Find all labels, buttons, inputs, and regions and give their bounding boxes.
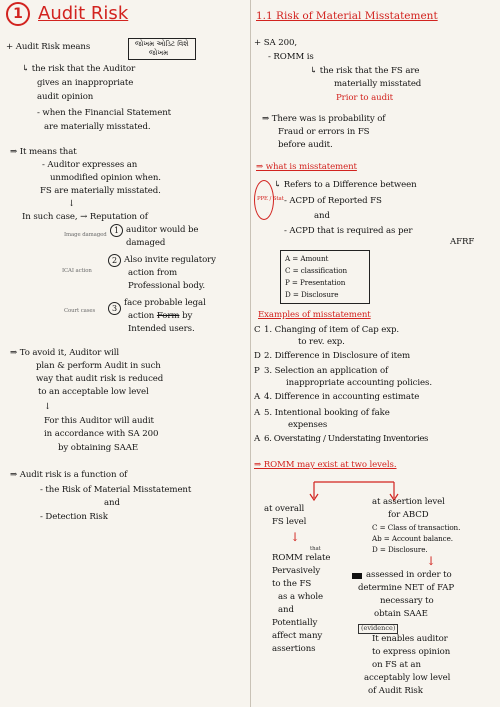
regulatory-line-1: Also invite regulatory xyxy=(124,255,216,265)
acpd-disclosure: D = Disclosure xyxy=(285,290,339,299)
assertion-line-8: acceptably low level xyxy=(364,673,451,683)
overall-line-8: assertions xyxy=(272,644,316,654)
legal-line-2-text: action xyxy=(128,311,155,321)
gujarati-note-box xyxy=(128,38,196,60)
avoid-line-2: plan & perform Audit in such xyxy=(36,361,161,371)
gujarati-note-line-1: જોખમ ઓડિટ વિશે xyxy=(135,39,189,48)
function-line-1: - the Risk of Material Misstatement xyxy=(40,485,192,495)
means-heading: ⇒ It means that xyxy=(10,147,77,157)
acpd-amount: A = Amount xyxy=(285,254,329,263)
definition-line-5: are materially misstated. xyxy=(44,122,151,132)
function-line-2: and xyxy=(104,498,120,508)
sa-line-4: materially misstated xyxy=(334,79,422,89)
assertion-level-line-1: at assertion level xyxy=(372,497,445,507)
levels-heading: ⇒ ROMM may exist at two levels. xyxy=(254,460,397,470)
overall-line-3: to the FS xyxy=(272,579,312,589)
examples-heading: Examples of misstatement xyxy=(258,310,371,320)
side-note-icai: ICAI action xyxy=(62,268,92,274)
example-3-line-1: 3. Selection an application of xyxy=(264,366,389,376)
avoid-line-4: to an acceptable low level xyxy=(38,387,149,397)
function-heading: ⇒ Audit risk is a function of xyxy=(10,470,128,480)
side-note-text: PPE / Stat xyxy=(257,196,284,202)
definition-line-1: ↳ the risk that the Auditor xyxy=(22,64,136,74)
means-line-1: - Auditor expresses an xyxy=(42,160,138,170)
example-4: 4. Difference in accounting estimate xyxy=(264,392,420,402)
legal-line-3: Intended users. xyxy=(128,324,195,334)
struck-word: Form xyxy=(156,311,180,321)
assertion-line-9: of Audit Risk xyxy=(368,686,423,696)
what-line-3: and xyxy=(314,211,330,221)
example-3-tag: P xyxy=(254,366,260,376)
definition-line-2: gives an inappropriate xyxy=(37,78,134,88)
overall-line-6: Potentially xyxy=(272,618,318,628)
legal-line-2-end: by xyxy=(182,311,193,321)
regulatory-line-2: action from xyxy=(128,268,178,278)
overall-line-4: as a whole xyxy=(278,592,324,602)
assertion-line-4: obtain SAAE xyxy=(374,609,428,619)
left-column xyxy=(4,0,248,707)
overall-down-arrow: ↓ xyxy=(290,530,300,544)
sa-line-2: - ROMM is xyxy=(268,52,314,62)
acpd-presentation: P = Presentation xyxy=(285,278,346,287)
example-6: 6. Overstating / Understating Inventories xyxy=(264,434,429,444)
overall-line-2: Pervasively xyxy=(272,566,321,576)
section-title: 1.1 Risk of Material Misstatement xyxy=(256,10,438,22)
what-line-1: ↳ Refers to a Difference between xyxy=(274,180,417,190)
consequence-line-3: damaged xyxy=(126,238,166,248)
overall-line-5: and xyxy=(278,605,294,615)
what-line-2: - ACPD of Reported FS xyxy=(284,196,382,206)
consequence-line-2: auditor would be xyxy=(126,225,199,235)
means-line-2: unmodified opinion when. xyxy=(50,173,161,183)
consequence-line-1: In such case, → Reputation of xyxy=(22,212,148,222)
assertion-line-2: determine NET of FAP xyxy=(358,583,455,593)
down-arrow: ↓ xyxy=(68,199,76,209)
down-arrow-2: ↓ xyxy=(44,402,52,412)
abcd-account: Ab = Account balance. xyxy=(372,534,453,543)
assertion-down-arrow: ↓ xyxy=(426,554,436,568)
what-line-5: AFRF xyxy=(450,237,475,247)
what-line-4: - ACPD that is required as per xyxy=(284,226,413,236)
assertion-line-1: assessed in order to xyxy=(366,570,452,580)
assertion-line-7: on FS at an xyxy=(372,660,421,670)
overall-level-line-1: at overall xyxy=(264,504,305,514)
example-6-tag: A xyxy=(254,434,261,444)
circle-number-1: 1 xyxy=(110,224,123,237)
avoid-line-3: way that audit risk is reduced xyxy=(36,374,164,384)
overall-level-line-2: FS level xyxy=(272,517,307,527)
definition-line-3: audit opinion xyxy=(37,92,94,102)
column-divider xyxy=(250,0,251,707)
evidence-tag: (evidence) xyxy=(358,624,398,634)
circle-number-3: 3 xyxy=(108,302,121,315)
definition-line-4: - when the Financial Statement xyxy=(37,108,171,118)
example-4-tag: A xyxy=(254,392,261,402)
example-5-line-1: 5. Intentional booking of fake xyxy=(264,408,390,418)
assertion-line-3: necessary to xyxy=(380,596,434,606)
probability-line-1: ⇒ There was is probability of xyxy=(262,114,386,124)
overall-tag: that xyxy=(310,546,321,552)
for-line-3: by obtaining SAAE xyxy=(58,443,139,453)
means-line-3: FS are materially misstated. xyxy=(40,186,161,196)
example-1-tag: C xyxy=(254,325,261,335)
abcd-class: C = Class of transaction. xyxy=(372,523,461,532)
overall-line-7: affect many xyxy=(272,631,323,641)
probability-line-2: Fraud or errors in FS xyxy=(278,127,370,137)
section-number: 1 xyxy=(6,2,30,26)
gujarati-note-line-2: જોખમ xyxy=(149,48,169,57)
assertion-line-5: It enables auditor xyxy=(372,634,448,644)
abcd-disclosure: D = Disclosure. xyxy=(372,545,428,554)
misstatement-heading: ⇒ what is misstatement xyxy=(256,162,357,172)
circle-number-2: 2 xyxy=(108,254,121,267)
redaction-mark xyxy=(352,573,362,579)
example-3-line-2: inappropriate accounting policies. xyxy=(286,378,432,388)
acpd-box xyxy=(280,250,370,304)
sa-line-5: Prior to audit xyxy=(336,93,393,103)
legal-line-2 xyxy=(128,311,192,321)
definition-heading: + Audit Risk means xyxy=(6,42,91,52)
example-1-line-2: to rev. exp. xyxy=(298,337,345,347)
page-title: Audit Risk xyxy=(38,3,129,24)
sa-line-3: ↳ the risk that the FS are xyxy=(310,66,420,76)
acpd-classification: C = classification xyxy=(285,266,347,275)
example-5-line-2: expenses xyxy=(288,420,328,430)
for-line-2: in accordance with SA 200 xyxy=(44,429,159,439)
overall-line-1: ROMM relate xyxy=(272,553,331,563)
example-5-tag: A xyxy=(254,408,261,418)
example-2: 2. Difference in Disclosure of item xyxy=(264,351,411,361)
assertion-level-line-2: for ABCD xyxy=(388,510,429,520)
function-line-3: - Detection Risk xyxy=(40,512,108,522)
example-1-line-1: 1. Changing of item of Cap exp. xyxy=(264,325,400,335)
sa-line-1: + SA 200, xyxy=(254,38,297,48)
probability-line-3: before audit. xyxy=(278,140,333,150)
side-note-court: Court cases xyxy=(64,308,96,314)
legal-line-1: face probable legal xyxy=(124,298,206,308)
side-note-image: Image damaged xyxy=(64,232,107,238)
example-2-tag: D xyxy=(254,351,261,361)
for-line-1: For this Auditor will audit xyxy=(44,416,154,426)
avoid-line-1: ⇒ To avoid it, Auditor will xyxy=(10,348,120,358)
right-column xyxy=(254,0,496,707)
assertion-line-6: to express opinion xyxy=(372,647,451,657)
regulatory-line-3: Professional body. xyxy=(128,281,206,291)
